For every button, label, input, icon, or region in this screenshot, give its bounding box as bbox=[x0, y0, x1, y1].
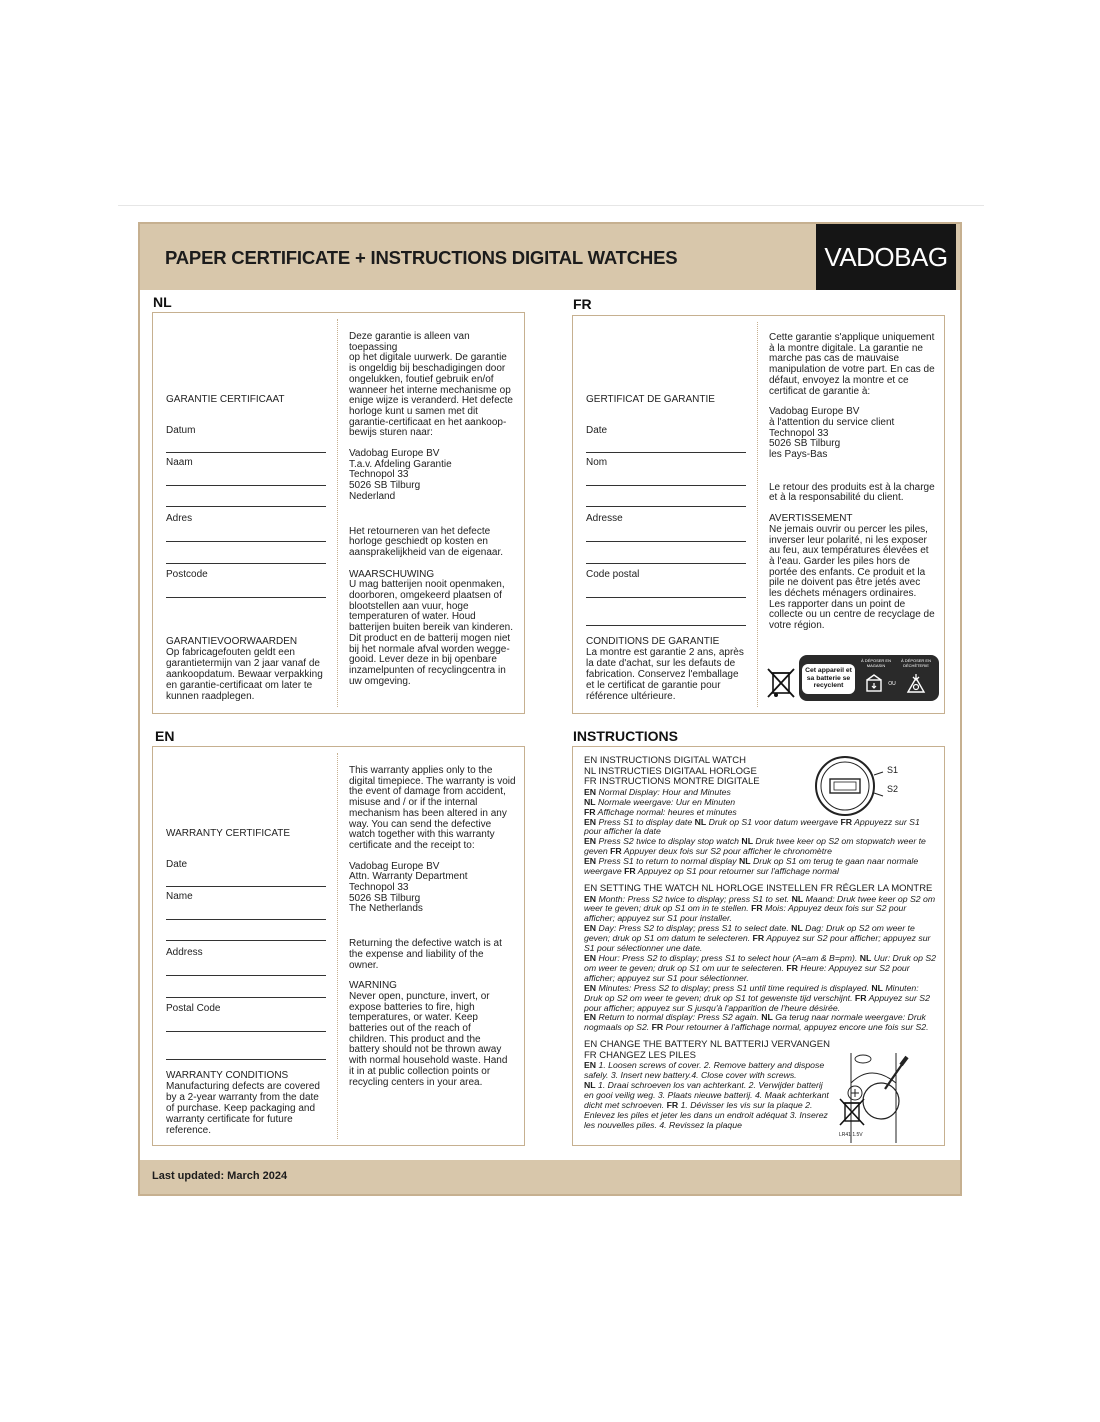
conditions-title: GARANTIEVOORWAARDEN bbox=[166, 636, 298, 647]
warranty-paragraph: This warranty applies only to the digital timepiece. The warranty is void the event of damage from accident, misuse and / or if the internal mechanism has been altered in any way. You can send the defective watch together with this warranty certificate and the receipt to: bbox=[349, 765, 516, 851]
footer-band bbox=[140, 1160, 960, 1194]
conditions-text: La montre est garantie 2 ans, après la date d'achat, sur les defauts de fabrication. Conservez l'emballage et le certificat de garantie pour référence ultérieure. bbox=[586, 647, 744, 702]
instruction-line: EN Press S1 to return to normal display NL Druk op S1 om terug te gaan naar normale weergave FR Appuyez op S1 pour retourner sur l'affichage normal bbox=[584, 856, 919, 877]
field-address-label: Address bbox=[166, 947, 203, 958]
badge-main-text: Cet appareil et sa batterie se recyclent bbox=[802, 664, 855, 694]
panel-instructions bbox=[572, 746, 945, 1146]
instruction-line: EN 1. Loosen screws of cover. 2. Remove battery and dispose safely. 3. Insert new battery.4. Close cover with screws. bbox=[584, 1060, 825, 1081]
warranty-paragraph: Deze garantie is alleen van toepassing op het digitale uurwerk. De garantie is ongeldig bij beschadigingen door ongelukken, foutief gebruik en/of wanneer het interne mechanisme op enige wijze is veranderd. Het defecte horloge kunt u samen met dit garantie-certificaat en het aankoop- bewijs sturen naar: bbox=[349, 331, 513, 439]
instruction-line: EN Hour: Press S2 to display; press S1 to select hour (A=am & B=pm). NL Uur: Druk op S2 om weer te geven; druk op S1 om uur te selecteren. FR Heure: Appuyez sur S2 pour afficher; appuyez sur S1 pour sélectionner. bbox=[584, 952, 937, 983]
field-name-label: Name bbox=[166, 891, 193, 902]
warning-title: WARNING bbox=[349, 980, 397, 992]
field-date-label: Date bbox=[166, 859, 188, 870]
address-line[interactable] bbox=[586, 541, 746, 542]
return-address: Vadobag Europe BV T.a.v. Afdeling Garantie Technopol 33 5026 SB Tilburg Nederland bbox=[349, 448, 452, 502]
panel-nl bbox=[152, 312, 525, 714]
field-postcode-label: Postcode bbox=[166, 569, 208, 580]
warning-text: Never open, puncture, invert, or expose batteries to fire, high temperatures, or water. Keep batteries out of the reach of children. This product and the battery should not be thrown away with normal household waste. Hand it in at public collection points or recycling centers in your area. bbox=[349, 990, 508, 1088]
date-line[interactable] bbox=[586, 452, 746, 453]
brand-logo: VADOBAG bbox=[816, 224, 956, 290]
field-address-label: Adresse bbox=[586, 513, 623, 524]
certificate-document bbox=[138, 222, 962, 1196]
name-line[interactable] bbox=[166, 919, 326, 920]
postcode-line[interactable] bbox=[166, 1031, 326, 1032]
conditions-block bbox=[586, 636, 748, 702]
section-label-nl: NL bbox=[153, 294, 172, 310]
instruction-line: EN Press S2 twice to display stop watch NL Druk twee keer op S2 om stopwatch weer te geven FR Appuyer deux fois sur S2 pour afficher le chronomètre bbox=[584, 836, 926, 857]
return-paragraph: Le retour des produits est à la charge et à la responsabilité du client. bbox=[769, 481, 935, 504]
s1-label: S1 bbox=[887, 765, 899, 775]
field-date-label: Date bbox=[586, 425, 608, 436]
form-title: GERTIFICAT DE GARANTIE bbox=[586, 394, 715, 405]
date-line[interactable] bbox=[166, 452, 326, 453]
return-address: Vadobag Europe BV Attn. Warranty Department Technopol 33 5026 SB Tilburg The Netherlands bbox=[349, 860, 468, 915]
field-name-label: Nom bbox=[586, 457, 608, 468]
warranty-text bbox=[769, 333, 939, 632]
battery-type-label: LR41 1.5V bbox=[839, 1132, 863, 1138]
address-line[interactable] bbox=[166, 975, 326, 976]
return-paragraph: Returning the defective watch is at the expense and liability of the owner. bbox=[349, 938, 502, 971]
last-updated: Last updated: March 2024 bbox=[152, 1170, 288, 1182]
name-line[interactable] bbox=[166, 485, 326, 486]
field-postcode-label: Postal Code bbox=[166, 1003, 221, 1014]
instruction-heading: FR CHANGEZ LES PILES bbox=[584, 1049, 696, 1061]
document-title: PAPER CERTIFICATE + INSTRUCTIONS DIGITAL WATCHES bbox=[165, 247, 678, 268]
name-line-2[interactable] bbox=[586, 506, 746, 507]
shop-drop-icon bbox=[863, 672, 885, 694]
conditions-block bbox=[166, 1070, 328, 1136]
address-line-2[interactable] bbox=[166, 563, 326, 564]
conditions-title: WARRANTY CONDITIONS bbox=[166, 1070, 289, 1081]
field-postcode-label: Code postal bbox=[586, 569, 640, 580]
address-line[interactable] bbox=[166, 541, 326, 542]
postcode-line-2[interactable] bbox=[586, 625, 746, 626]
warning-text: U mag batterijen nooit openmaken, doorboren, omgekeerd plaatsen of blootstellen aan vuur, hoge temperaturen of water. Houd batterijen buiten bereik van kinderen. Dit product en de batterij mogen niet bij het normale afval worden wegge- gooid. Lever deze in bij openbare inzamelpunten of recyclingcentra in uw omgeving. bbox=[349, 579, 513, 687]
form-title: GARANTIE CERTIFICAAT bbox=[166, 394, 285, 405]
warning-title: WAARSCHUWING bbox=[349, 568, 435, 580]
date-line[interactable] bbox=[166, 886, 326, 887]
s2-label: S2 bbox=[887, 784, 899, 794]
instruction-heading: EN SETTING THE WATCH NL HORLOGE INSTELLEN FR RÉGLER LA MONTRE bbox=[584, 882, 933, 894]
instruction-line: EN Month: Press S2 twice to display; press S1 to set. NL Maand: Druk twee keer op S2 om weer te geven; druk op S1 om in te stellen. FR Mois: Appuyez deux fois sur S2 pour afficher; appuyez sur S1 pour installer. bbox=[584, 893, 936, 924]
instruction-heading: EN CHANGE THE BATTERY NL BATTERIJ VERVANGEN bbox=[584, 1039, 830, 1051]
warning-text: Ne jemais ouvrir ou percer les piles, inverser leur polarité, ni les exposer au feu, aux températures élevées et à l'eau. Garder les piles hors de portée des enfants. Ce produit et la pile ne doivent pas être jetés avec les déchets ménagers ordinaires. Les rapporter dans un point de collecte ou un centre de recyclage de votre région. bbox=[769, 523, 935, 632]
badge-or-text: OU bbox=[888, 681, 896, 687]
weee-bin-icon bbox=[765, 666, 797, 700]
top-separator bbox=[118, 205, 984, 206]
panel-fr bbox=[572, 315, 945, 714]
panel-en bbox=[152, 746, 525, 1146]
instruction-line: FR Affichage normal: heures et minutes bbox=[584, 806, 737, 817]
section-label-instructions: INSTRUCTIONS bbox=[573, 728, 678, 744]
panel-divider bbox=[757, 322, 758, 707]
instruction-heading: EN INSTRUCTIONS DIGITAL WATCH bbox=[584, 755, 747, 766]
weee-bin-icon bbox=[837, 1097, 867, 1129]
badge-center-text: À DÉPOSER EN DÉCHÈTERIE bbox=[900, 658, 931, 668]
postcode-line[interactable] bbox=[586, 597, 746, 598]
postcode-line-2[interactable] bbox=[166, 1059, 326, 1060]
name-line-2[interactable] bbox=[166, 506, 326, 507]
instruction-line: EN Minutes: Press S2 to display; press S1 until time required is displayed. NL Minuten: Druk op S2 om weer te geven; druk op S1 tot gewenste tijd verschijnt. FR Appuyez sur S2 pour afficher; appuyez sur S jusqu'à l'apparition de l'heure désirée. bbox=[584, 982, 930, 1013]
badge-shop-text: À DÉPOSER EN MAGASIN bbox=[860, 658, 891, 668]
conditions-block bbox=[166, 636, 328, 702]
instruction-line: EN Press S1 to display date NL Druk op S1 voor datum weergave FR Appuyezz sur S1 pour afficher la date bbox=[584, 816, 920, 837]
conditions-text: Manufacturing defects are covered by a 2-year warranty from the date of purchase. Keep packaging and warranty certificate for future reference. bbox=[166, 1081, 320, 1136]
name-line[interactable] bbox=[586, 485, 746, 486]
section-label-fr: FR bbox=[573, 296, 592, 312]
panel-divider bbox=[337, 753, 338, 1139]
conditions-text: Op fabricagefouten geldt een garantietermijn van 2 jaar vanaf de aankoopdatum. Bewaar verpakking en garantie-certificaat om later te kunnen raadplegen. bbox=[166, 647, 323, 702]
warranty-text bbox=[349, 332, 519, 687]
instruction-line: EN Day: Press S2 to display; press S1 to select date. NL Dag: Druk op S2 om weer te geven; druk op S1 om datum te selecteren. FR Appuyez sur S2 pour afficher; appuyez sur S1 pour sélectionner une date. bbox=[584, 923, 931, 954]
panel-divider bbox=[337, 319, 338, 707]
return-address: Vadobag Europe BV à l'attention du service client Technopol 33 5026 SB Tilburg les Pays-Bas bbox=[769, 406, 895, 461]
field-address-label: Adres bbox=[166, 513, 193, 524]
address-line-2[interactable] bbox=[586, 563, 746, 564]
recycling-center-icon bbox=[903, 670, 929, 696]
instruction-line: EN Normal Display: Hour and Minutes bbox=[584, 786, 731, 797]
address-line-2[interactable] bbox=[166, 997, 326, 998]
field-name-label: Naam bbox=[166, 457, 193, 468]
triman-badge bbox=[799, 655, 939, 701]
recycling-icons bbox=[763, 654, 943, 708]
instruction-heading: NL INSTRUCTIES DIGITAAL HORLOGE bbox=[584, 765, 757, 777]
instruction-heading: FR INSTRUCTIONS MONTRE DIGITALE bbox=[584, 776, 760, 788]
section-label-en: EN bbox=[155, 728, 175, 744]
form-title: WARRANTY CERTIFICATE bbox=[166, 828, 291, 839]
postcode-line[interactable] bbox=[166, 597, 326, 598]
instruction-line: EN Return to normal display: Press S2 again. NL Ga terug naar normale weergave: Druk nogmaals op S2. FR Pour retourner à l'affichage normal, appuyez encore une fois sur S2. bbox=[584, 1012, 929, 1033]
return-paragraph: Het retourneren van het defecte horloge geschiedt op kosten en aansprakelijkheid van de eigenaar. bbox=[349, 525, 503, 558]
warranty-paragraph: Cette garantie s'applique uniquement à la montre digitale. La garantie ne marche pas cas de mauvaise manipulation de votre part. En cas de défaut, envoyez la montre et ce certificat de garantie à: bbox=[769, 332, 935, 397]
name-line-2[interactable] bbox=[166, 940, 326, 941]
header-band bbox=[140, 224, 960, 290]
instruction-line: NL 1. Draai schroeven los van achterkant. 2. Verwijder batterij en gooi veilig weg. 3. Plaats nieuwe batterij. 4. Maak achterkant dicht met schroeven. FR 1. Dévisser les vis sur la plaque 2. Enlevez les piles et jeter les dans un endroit adéquat 3. Inserez les nouvelles piles. 4. Revissez la plaque bbox=[584, 1080, 829, 1130]
conditions-title: CONDITIONS DE GARANTIE bbox=[586, 636, 720, 647]
instruction-line: NL Normale weergave: Uur en Minuten bbox=[584, 796, 736, 807]
warranty-text bbox=[349, 766, 519, 1088]
warning-title: AVERTISSEMENT bbox=[769, 513, 853, 525]
field-date-label: Datum bbox=[166, 425, 196, 436]
